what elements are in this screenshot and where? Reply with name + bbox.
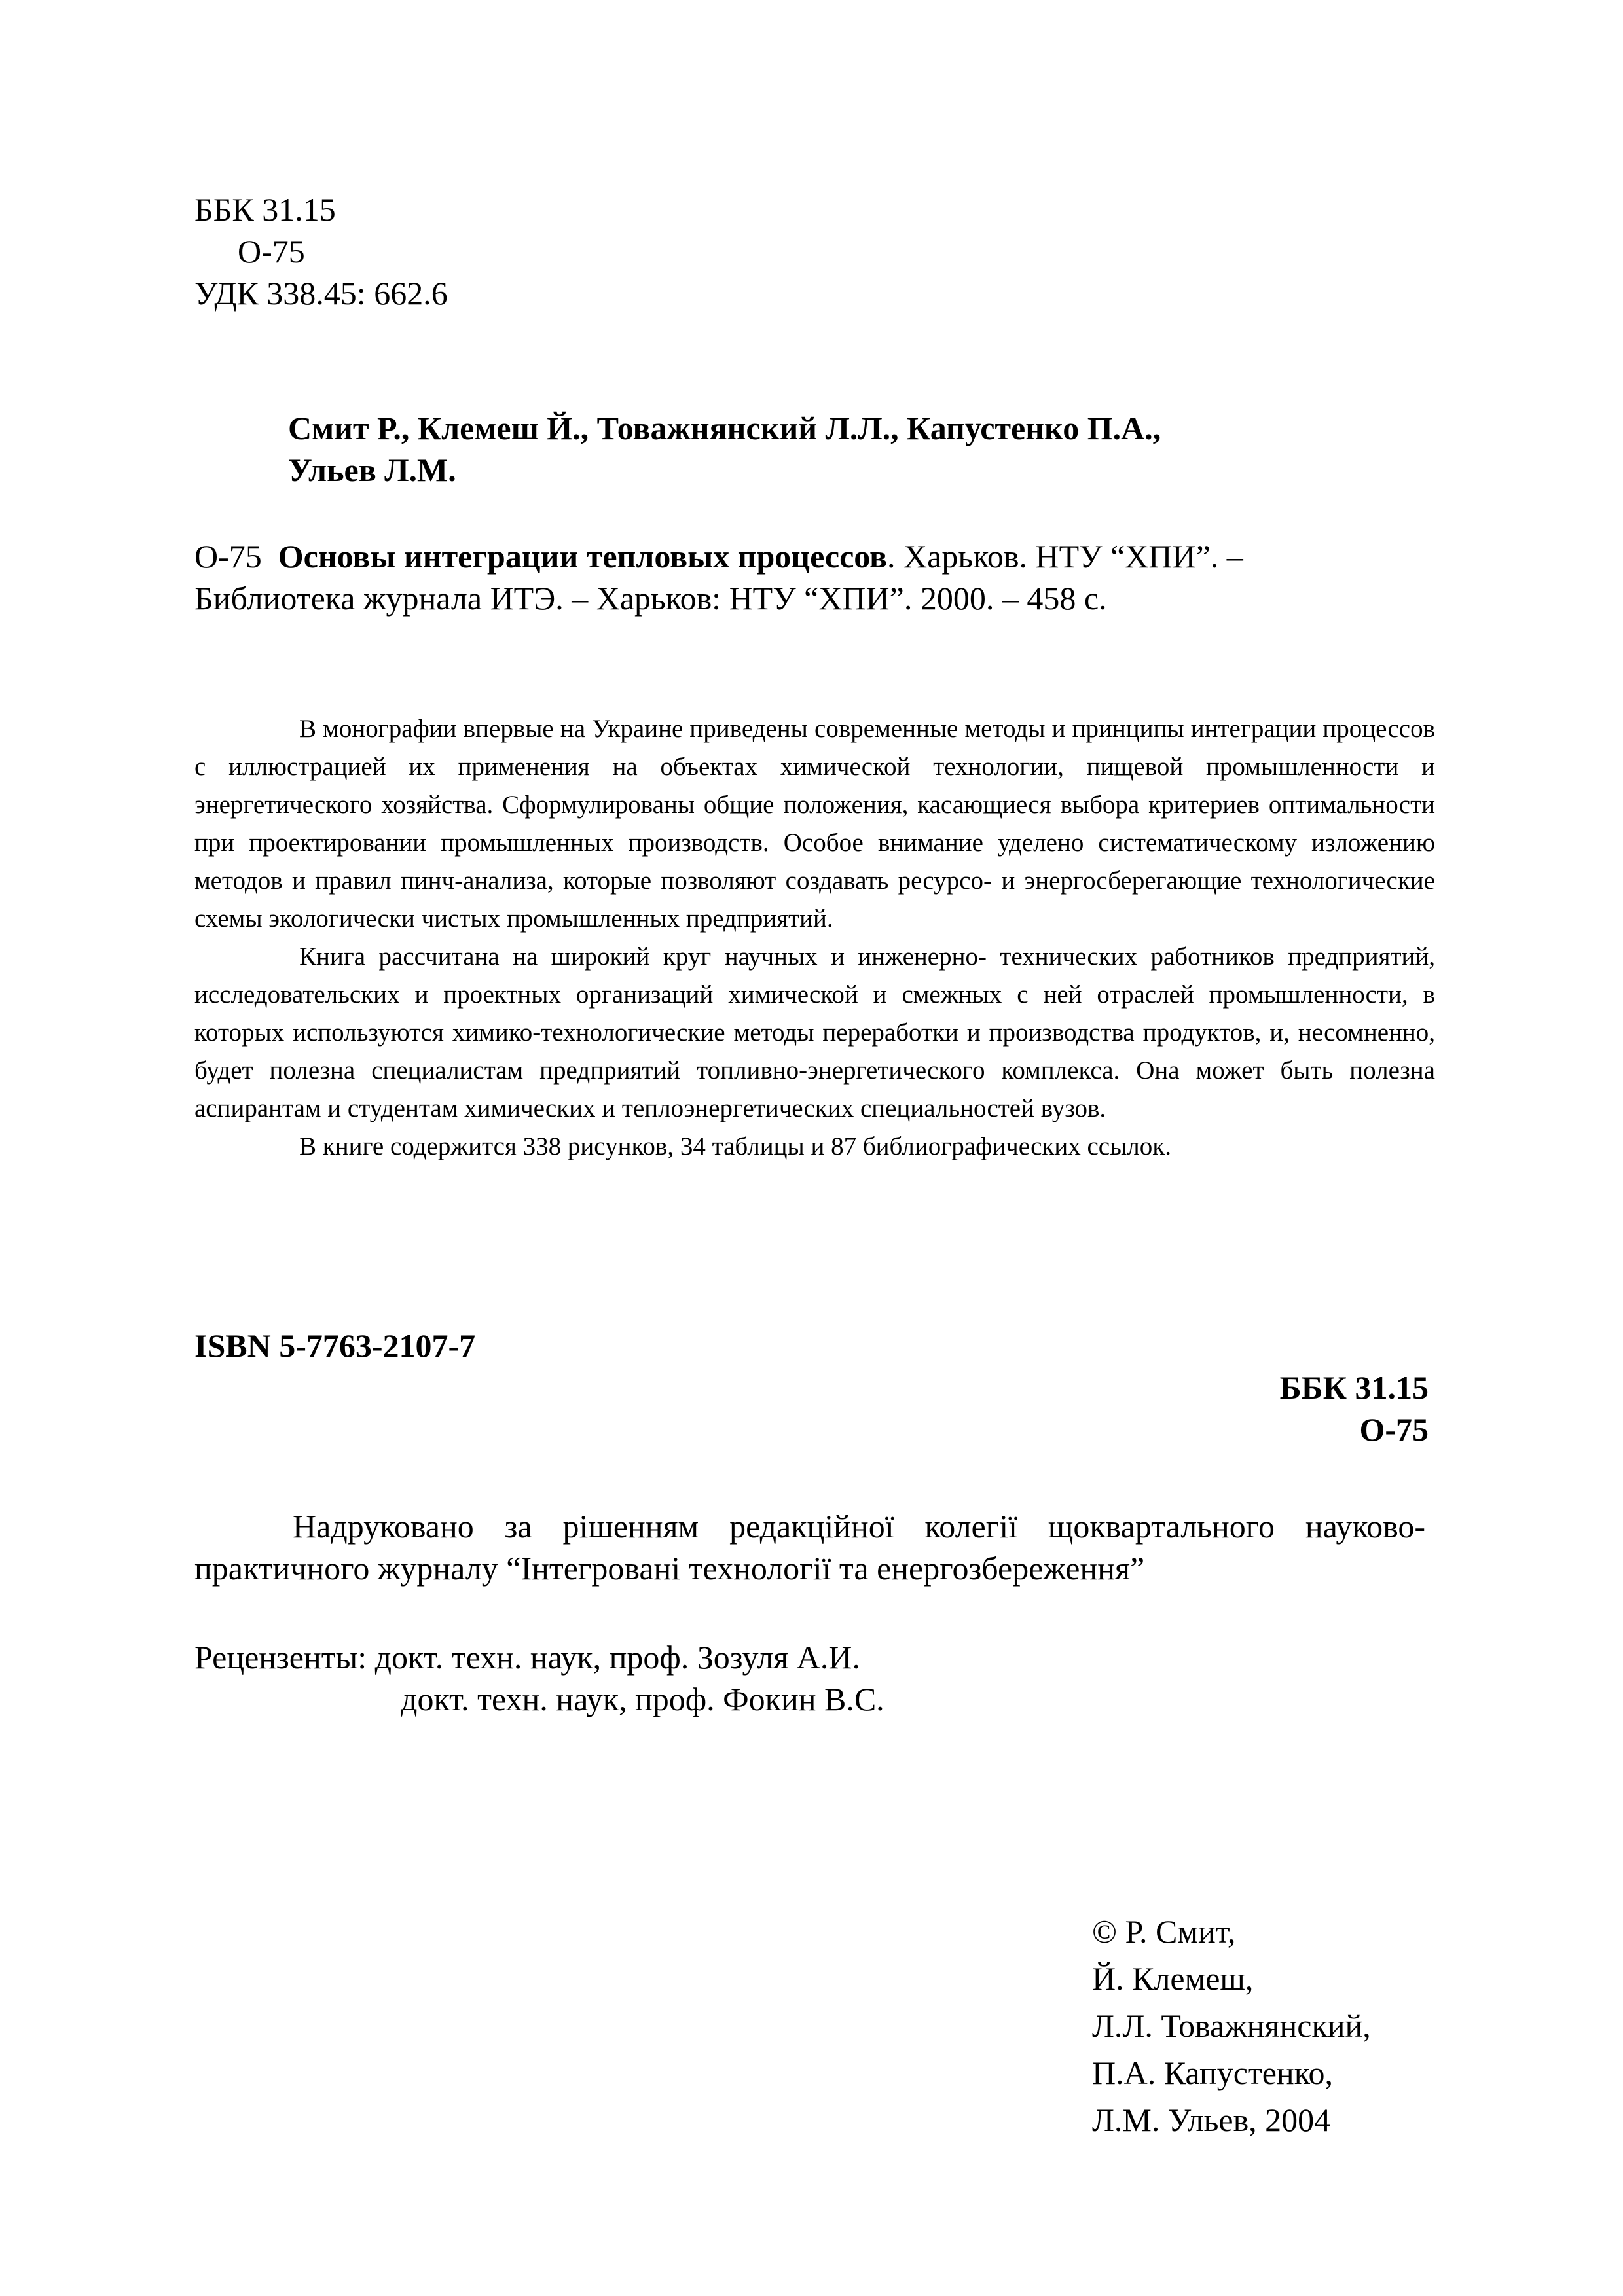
classification-block	[194, 188, 1435, 314]
udk-code: УДК 338.45: 662.6	[194, 275, 448, 312]
printed-note: Надруковано за рішенням редакційної колегії щоквартального науково-практичного журналу “Інтегровані технології та енергозбереження”	[194, 1508, 1425, 1587]
reviewers-label: Рецензенты:	[194, 1639, 367, 1676]
bbk-right-block	[1048, 1367, 1429, 1450]
abstract-paragraph: В книге содержится 338 рисунков, 34 таблицы и 87 библиографических ссылок.	[299, 1132, 1171, 1160]
copyright-line: © Р. Смит,	[1092, 1913, 1236, 1950]
isbn: ISBN 5-7763-2107-7	[194, 1327, 476, 1364]
copyright-block	[1092, 1908, 1498, 2144]
authors-block	[288, 407, 1453, 491]
authors-line-2: Ульев Л.М.	[288, 452, 456, 488]
abstract-paragraph: В монографии впервые на Украине приведены современные методы и принципы интеграции процессов с иллюстрацией их применения на объектах химической технологии, пищевой промышленности и энергетического хозяйства. Сформулированы общие положения, касающиеся выбора критериев оптимальности при проектировании промышленных производств. Особое внимание уделено систематическому изложению методов и правил пинч-анализа, которые позволяют создавать ресурсо- и энергосберегающие технологические схемы экологически чистых промышленных предприятий.	[194, 715, 1435, 933]
reviewer-1: докт. техн. наук, проф. Зозуля А.И.	[374, 1639, 860, 1676]
book-title: Основы интеграции тепловых процессов	[278, 538, 888, 575]
citation-block	[194, 535, 1434, 619]
copyright-line: Л.М. Ульев, 2004	[1092, 2102, 1331, 2138]
author-sign: О-75	[238, 233, 305, 270]
abstract-paragraph: Книга рассчитана на широкий круг научных и инженерно- технических работников предприятий, исследовательских и проектных организаций химической и смежных с ней отраслей промышленности, в которых используются химико-технологические методы переработки и производства продуктов, и, несомненно, будет полезна специалистам предприятий топливно-энергетического комплекса. Она может быть полезна аспирантам и студентам химических и теплоэнергетических специальностей вузов.	[194, 942, 1435, 1122]
copyright-line: Л.Л. Товажнянский,	[1092, 2007, 1371, 2044]
bbk-code-right: ББК 31.15	[1279, 1369, 1429, 1406]
citation-line-2: Библиотека журнала ИТЭ. – Харьков: НТУ “ХПИ”. 2000. – 458 с.	[194, 580, 1107, 617]
citation-code: О-75	[194, 538, 262, 575]
reviewer-2: докт. техн. наук, проф. Фокин В.С.	[401, 1681, 884, 1717]
bbk-code: ББК 31.15	[194, 191, 336, 228]
citation-line-1	[194, 535, 1434, 577]
reviewers-block	[194, 1636, 1435, 1720]
reviewer-line-1	[194, 1636, 1435, 1678]
copyright-line: Й. Клемеш,	[1092, 1960, 1254, 1997]
author-sign-right: О-75	[1359, 1411, 1429, 1448]
abstract-block	[194, 710, 1435, 1166]
citation-rest: . Харьков. НТУ “ХПИ”. –	[887, 538, 1243, 575]
copyright-line: П.А. Капустенко,	[1092, 2054, 1333, 2091]
authors-line-1: Смит Р., Клемеш Й., Товажнянский Л.Л., Капустенко П.А.,	[288, 410, 1161, 446]
